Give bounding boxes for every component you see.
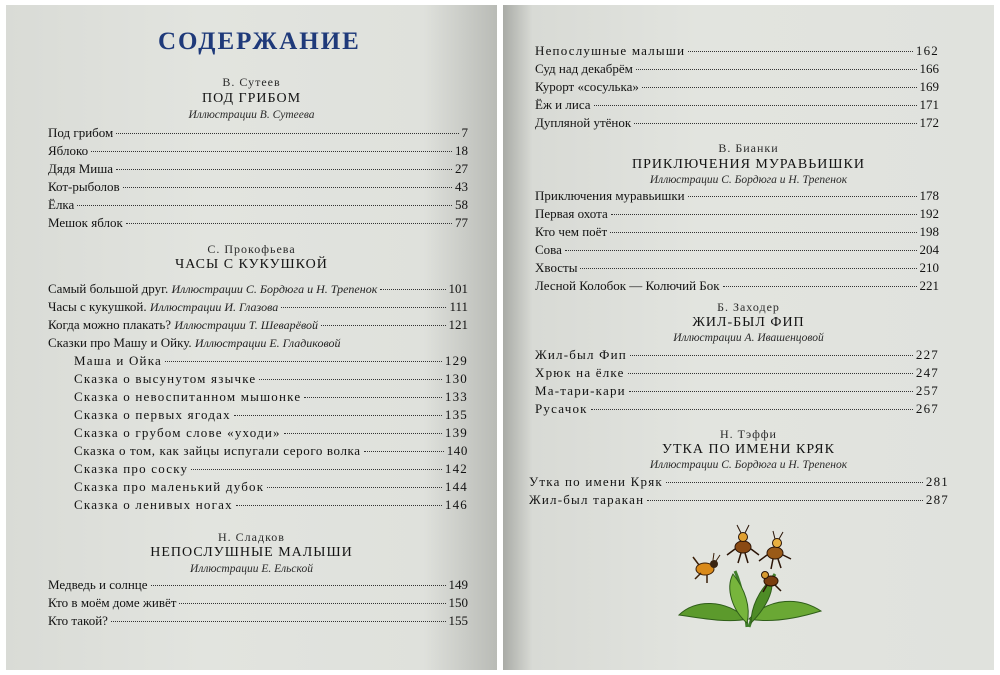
entry-page: 130 bbox=[444, 371, 468, 386]
section-illustrator: Иллюстрации Е. Ельской bbox=[190, 563, 313, 575]
entry-page: 146 bbox=[444, 497, 468, 512]
dot-leader bbox=[151, 585, 446, 586]
dot-leader bbox=[123, 187, 452, 188]
toc-entry[interactable] bbox=[535, 206, 939, 222]
entry-page: 111 bbox=[449, 299, 468, 314]
dot-leader bbox=[116, 133, 458, 134]
toc-entry[interactable] bbox=[74, 497, 468, 513]
toc-entry[interactable] bbox=[48, 317, 468, 333]
contents-heading: СОДЕРЖАНИЕ bbox=[158, 28, 361, 55]
dot-leader bbox=[688, 196, 917, 197]
section-author: Б. Заходер bbox=[717, 300, 780, 314]
toc-entry[interactable] bbox=[535, 278, 939, 294]
entry-title: Лесной Колобок — Колючий Бок bbox=[535, 278, 720, 293]
entry-page: 281 bbox=[925, 474, 949, 489]
entry-page: 171 bbox=[919, 97, 939, 112]
entry-title: Кто в моём доме живёт bbox=[48, 595, 177, 610]
toc-entry[interactable] bbox=[74, 461, 468, 477]
toc-entry[interactable] bbox=[74, 479, 468, 495]
dot-leader bbox=[628, 373, 913, 374]
entry-title: Кот-рыболов bbox=[48, 179, 120, 194]
entry-title: Маша и Ойка bbox=[74, 353, 163, 368]
toc-entry[interactable] bbox=[535, 79, 939, 95]
entry-title: Жил-был таракан bbox=[529, 492, 645, 507]
dot-leader bbox=[91, 151, 452, 152]
entry-title: Утка по имени Кряк bbox=[529, 474, 663, 489]
toc-entry[interactable] bbox=[48, 577, 468, 593]
entry-page: 198 bbox=[919, 224, 939, 239]
entry-title: Курорт «сосулька» bbox=[535, 79, 639, 94]
section-illustrator: Иллюстрации С. Бордюга и Н. Трепенок bbox=[649, 174, 848, 186]
toc-entry[interactable] bbox=[535, 383, 939, 399]
entry-title: Непослушные малыши bbox=[535, 43, 686, 58]
toc-entry[interactable] bbox=[535, 188, 939, 204]
entry-page: 149 bbox=[448, 577, 468, 592]
entry-page: 18 bbox=[455, 143, 468, 158]
toc-entry[interactable] bbox=[48, 161, 468, 177]
toc-entry[interactable] bbox=[48, 143, 468, 159]
dot-leader bbox=[165, 361, 442, 362]
entry-page: 144 bbox=[444, 479, 468, 494]
toc-entry[interactable] bbox=[535, 97, 939, 113]
entry-page: 155 bbox=[448, 613, 468, 628]
entry-page: 257 bbox=[915, 383, 939, 398]
entry-title: Яблоко bbox=[48, 143, 89, 158]
toc-entry[interactable] bbox=[48, 179, 468, 195]
section-author: Н. Сладков bbox=[218, 530, 285, 544]
entry-title: Сказка о высунутом язычке bbox=[74, 371, 257, 386]
section-illustrator: Иллюстрации В. Сутеева bbox=[188, 109, 315, 121]
dot-leader bbox=[634, 123, 916, 124]
entry-page: 267 bbox=[915, 401, 939, 416]
left-page bbox=[6, 5, 497, 670]
section-title: ПОД ГРИБОМ bbox=[201, 91, 302, 106]
toc-entry[interactable] bbox=[48, 613, 468, 629]
dot-leader bbox=[179, 603, 445, 604]
entry-title: Сказка о первых ягодах bbox=[74, 407, 231, 422]
entry-title: Дупляной утёнок bbox=[535, 115, 632, 130]
right-page bbox=[503, 5, 994, 670]
dot-leader bbox=[267, 487, 442, 488]
entry-page: 162 bbox=[915, 43, 939, 58]
dot-leader bbox=[611, 214, 917, 215]
toc-entry[interactable] bbox=[535, 347, 939, 363]
entry-page: 287 bbox=[925, 492, 949, 507]
toc-entry[interactable] bbox=[535, 43, 939, 59]
section-title: ПРИКЛЮЧЕНИЯ МУРАВЬИШКИ bbox=[632, 157, 865, 172]
entry-note: Иллюстрации С. Бордюга и Н. Трепенок bbox=[171, 282, 378, 296]
dot-leader bbox=[259, 379, 441, 380]
toc-entry[interactable] bbox=[535, 224, 939, 240]
entry-page: 58 bbox=[455, 197, 468, 212]
dot-leader bbox=[236, 505, 442, 506]
entry-page: 227 bbox=[915, 347, 939, 362]
entry-page: 247 bbox=[915, 365, 939, 380]
toc-entry[interactable] bbox=[535, 115, 939, 131]
dot-leader bbox=[234, 415, 442, 416]
entry-page: 150 bbox=[448, 595, 468, 610]
toc-entry[interactable] bbox=[529, 474, 949, 490]
entry-title: Под грибом bbox=[48, 125, 114, 140]
entry-title: Сказка о грубом слове «уходи» bbox=[74, 425, 281, 440]
section-author: Н. Тэффи bbox=[720, 427, 777, 441]
entry-page: 172 bbox=[919, 115, 939, 130]
toc-entry[interactable] bbox=[74, 353, 468, 369]
dot-leader bbox=[284, 433, 442, 434]
entry-title: Сказка про соску bbox=[74, 461, 189, 476]
entry-page: 140 bbox=[446, 443, 468, 458]
dot-leader bbox=[565, 250, 917, 251]
entry-title: Сова bbox=[535, 242, 562, 257]
dot-leader bbox=[594, 105, 917, 106]
entry-page: 210 bbox=[919, 260, 939, 275]
entry-title: Дядя Миша bbox=[48, 161, 113, 176]
entry-title: Часы с кукушкой. Иллюстрации И. Глазова bbox=[48, 299, 279, 314]
section-illustrator: Иллюстрации А. Ивашенцовой bbox=[673, 332, 824, 344]
section-title: ЧАСЫ С КУКУШКОЙ bbox=[175, 257, 328, 272]
entry-title: Сказка о невоспитанном мышонке bbox=[74, 389, 302, 404]
section-title: ЖИЛ-БЫЛ ФИП bbox=[692, 315, 805, 330]
toc-entry[interactable] bbox=[535, 401, 939, 417]
dot-leader bbox=[629, 391, 913, 392]
toc-entry[interactable] bbox=[74, 407, 468, 423]
entry-title: Жил-был Фип bbox=[535, 347, 627, 362]
entry-title: Ёлка bbox=[48, 197, 75, 212]
entry-title: Русачок bbox=[535, 401, 588, 416]
entry-title: Хрюк на ёлке bbox=[535, 365, 625, 380]
dot-leader bbox=[380, 289, 445, 290]
dot-leader bbox=[191, 469, 442, 470]
dot-leader bbox=[580, 268, 916, 269]
toc-entry[interactable] bbox=[529, 492, 949, 508]
entry-page: 27 bbox=[455, 161, 468, 176]
toc-entry[interactable] bbox=[48, 197, 468, 213]
toc-entry[interactable] bbox=[535, 260, 939, 276]
dot-leader bbox=[636, 69, 917, 70]
entry-title: Кто такой? bbox=[48, 613, 108, 628]
entry-note: Иллюстрации И. Глазова bbox=[149, 300, 279, 314]
dot-leader bbox=[647, 500, 923, 501]
toc-entry[interactable] bbox=[74, 425, 468, 441]
toc-entry[interactable] bbox=[48, 299, 468, 315]
entry-page: 139 bbox=[444, 425, 468, 440]
entry-page: 192 bbox=[919, 206, 939, 221]
toc-entry[interactable] bbox=[535, 365, 939, 381]
entry-title: Первая охота bbox=[535, 206, 608, 221]
entry-title: Ёж и лиса bbox=[535, 97, 591, 112]
entry-title: Кто чем поёт bbox=[535, 224, 608, 239]
entry-title: Суд над декабрём bbox=[535, 61, 633, 76]
dot-leader bbox=[723, 286, 917, 287]
entry-page: 133 bbox=[444, 389, 468, 404]
entry-page: 101 bbox=[448, 281, 468, 296]
entry-page: 77 bbox=[455, 215, 468, 230]
entry-title: Когда можно плакать? Иллюстрации Т. Шеварёвой bbox=[48, 317, 319, 332]
section-title: УТКА ПО ИМЕНИ КРЯК bbox=[662, 442, 835, 457]
dot-leader bbox=[630, 355, 913, 356]
entry-page: 121 bbox=[448, 317, 468, 332]
dot-leader bbox=[126, 223, 452, 224]
entry-page: 43 bbox=[455, 179, 468, 194]
section-author: В. Сутеев bbox=[222, 75, 281, 89]
toc-entry[interactable] bbox=[74, 371, 468, 387]
entry-title: Приключения муравьишки bbox=[535, 188, 685, 203]
dot-leader bbox=[111, 621, 446, 622]
entry-title: Сказка про маленький дубок bbox=[74, 479, 265, 494]
entry-page: 169 bbox=[919, 79, 939, 94]
entry-title: Медведь и солнце bbox=[48, 577, 148, 592]
section-author: С. Прокофьева bbox=[207, 242, 296, 256]
entry-title: Сказки про Машу и Ойку. Иллюстрации Е. Гладиковой bbox=[48, 335, 341, 350]
entry-title: Мешок яблок bbox=[48, 215, 123, 230]
dot-leader bbox=[642, 87, 917, 88]
dot-leader bbox=[77, 205, 452, 206]
entry-title: Самый большой друг. Иллюстрации С. Бордюга и Н. Трепенок bbox=[48, 281, 378, 296]
dot-leader bbox=[116, 169, 452, 170]
section-illustrator: Иллюстрации С. Бордюга и Н. Трепенок bbox=[649, 459, 848, 471]
entry-page: 221 bbox=[919, 278, 939, 293]
insects-on-plant-icon bbox=[675, 519, 825, 631]
toc-entry[interactable] bbox=[74, 389, 468, 405]
entry-page: 129 bbox=[444, 353, 468, 368]
entry-page: 204 bbox=[919, 242, 939, 257]
dot-leader bbox=[281, 307, 446, 308]
entry-note: Иллюстрации Е. Гладиковой bbox=[194, 336, 341, 350]
dot-leader bbox=[688, 51, 913, 52]
entry-note: Иллюстрации Т. Шеварёвой bbox=[174, 318, 319, 332]
toc-entry[interactable] bbox=[48, 595, 468, 611]
dot-leader bbox=[666, 482, 923, 483]
section-author: В. Бианки bbox=[718, 141, 779, 155]
entry-page: 166 bbox=[919, 61, 939, 76]
toc-entry[interactable] bbox=[535, 242, 939, 258]
entry-page: 142 bbox=[444, 461, 468, 476]
toc-entry[interactable] bbox=[48, 125, 468, 141]
dot-leader bbox=[321, 325, 445, 326]
entry-page: 135 bbox=[444, 407, 468, 422]
toc-entry[interactable] bbox=[535, 61, 939, 77]
toc-entry[interactable] bbox=[48, 215, 468, 231]
toc-entry[interactable] bbox=[74, 443, 468, 459]
toc-group-heading bbox=[48, 335, 468, 351]
entry-title: Ма-тари-кари bbox=[535, 383, 626, 398]
toc-entry[interactable] bbox=[48, 281, 468, 297]
entry-title: Хвосты bbox=[535, 260, 578, 275]
entry-page: 178 bbox=[919, 188, 939, 203]
section-title: НЕПОСЛУШНЫЕ МАЛЫШИ bbox=[150, 545, 353, 560]
dot-leader bbox=[304, 397, 442, 398]
dot-leader bbox=[591, 409, 913, 410]
entry-title: Сказка о том, как зайцы испугали серого волка bbox=[74, 443, 361, 458]
entry-page: 7 bbox=[461, 125, 468, 140]
dot-leader bbox=[610, 232, 916, 233]
dot-leader bbox=[364, 451, 444, 452]
entry-title: Сказка о ленивых ногах bbox=[74, 497, 233, 512]
